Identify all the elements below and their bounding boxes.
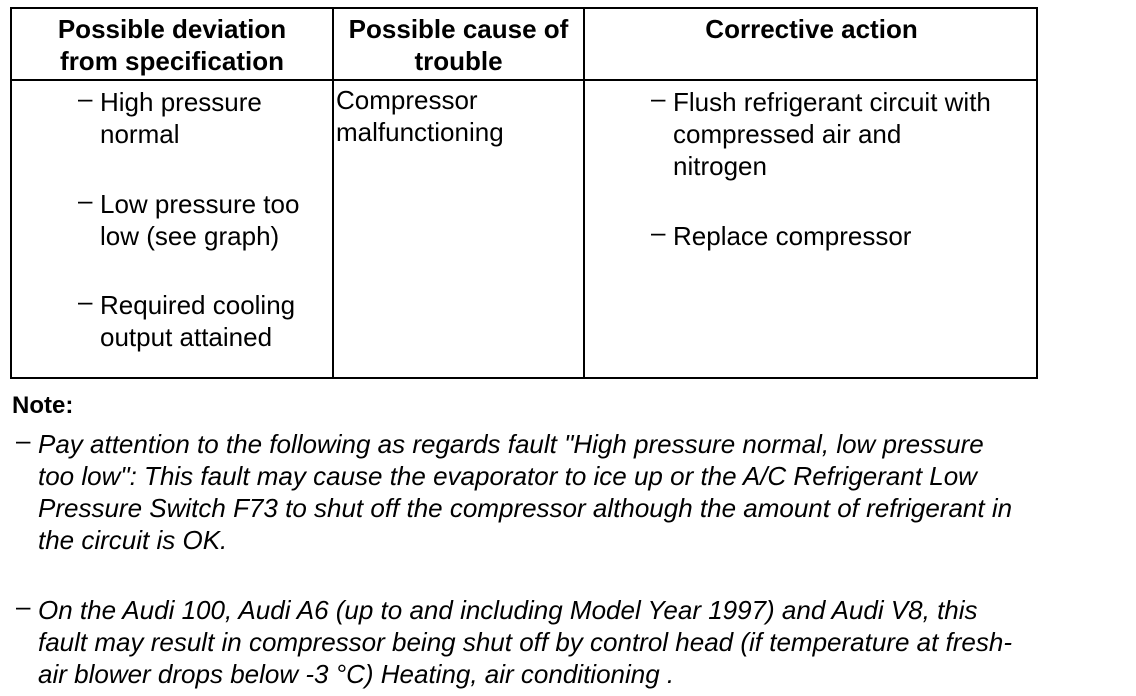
action-line: nitrogen (673, 151, 767, 181)
header-cause-line: trouble (414, 46, 503, 76)
deviation-item (78, 83, 262, 150)
note-line: On the Audi 100, Audi A6 (up to and including Model Year 1997) and Audi V8, this (38, 595, 978, 625)
note-line: Pressure Switch F73 to shut off the compressor although the amount of refrigerant in (38, 493, 1013, 523)
deviation-line: Low pressure too (100, 189, 300, 219)
troubleshooting-table (10, 7, 1038, 379)
deviation-item (78, 286, 296, 353)
action-item (651, 83, 991, 182)
note-line: the circuit is OK. (38, 525, 228, 555)
header-divider (12, 79, 1036, 81)
note-line: fault may result in compressor being shut off by control head (if temperature at fresh- (38, 627, 1013, 657)
header-action-line: Corrective action (705, 14, 918, 44)
note-title: Note: (12, 392, 74, 419)
header-deviation (12, 9, 332, 79)
deviation-line: High pressure (100, 87, 262, 117)
note-line: air blower drops below -3 °C) Heating, air conditioning . (38, 659, 675, 689)
dash-icon: – (651, 217, 666, 247)
note-line: Pay attention to the following as regards fault "High pressure normal, low pressure (38, 429, 984, 459)
deviation-line: low (see graph) (100, 221, 280, 251)
action-line: compressed air and (673, 119, 902, 149)
deviation-line: normal (100, 119, 180, 149)
dash-icon: – (78, 286, 93, 316)
action-line: Flush refrigerant circuit with (673, 87, 991, 117)
deviation-line: Required cooling (100, 290, 296, 320)
header-deviation-line: from specification (60, 46, 284, 76)
header-deviation-line: Possible deviation (57, 14, 287, 44)
dash-icon: – (16, 425, 31, 455)
header-cause (334, 9, 583, 79)
cause-line: malfunctioning (336, 117, 504, 147)
dash-icon: – (78, 83, 93, 113)
action-line: Replace compressor (673, 221, 912, 251)
action-item (651, 217, 912, 252)
deviation-item (78, 185, 300, 252)
dash-icon: – (16, 591, 31, 621)
note-line: too low": This fault may cause the evaporator to ice up or the A/C Refrigerant Low (38, 461, 977, 491)
cause-cell (336, 84, 504, 148)
header-action (585, 9, 1038, 79)
deviation-line: output attained (100, 322, 273, 352)
note-item (16, 591, 1013, 690)
dash-icon: – (78, 185, 93, 215)
dash-icon: – (651, 83, 666, 113)
note-item (16, 425, 1013, 556)
cause-line: Compressor (336, 85, 478, 115)
header-cause-line: Possible cause of (348, 14, 569, 44)
